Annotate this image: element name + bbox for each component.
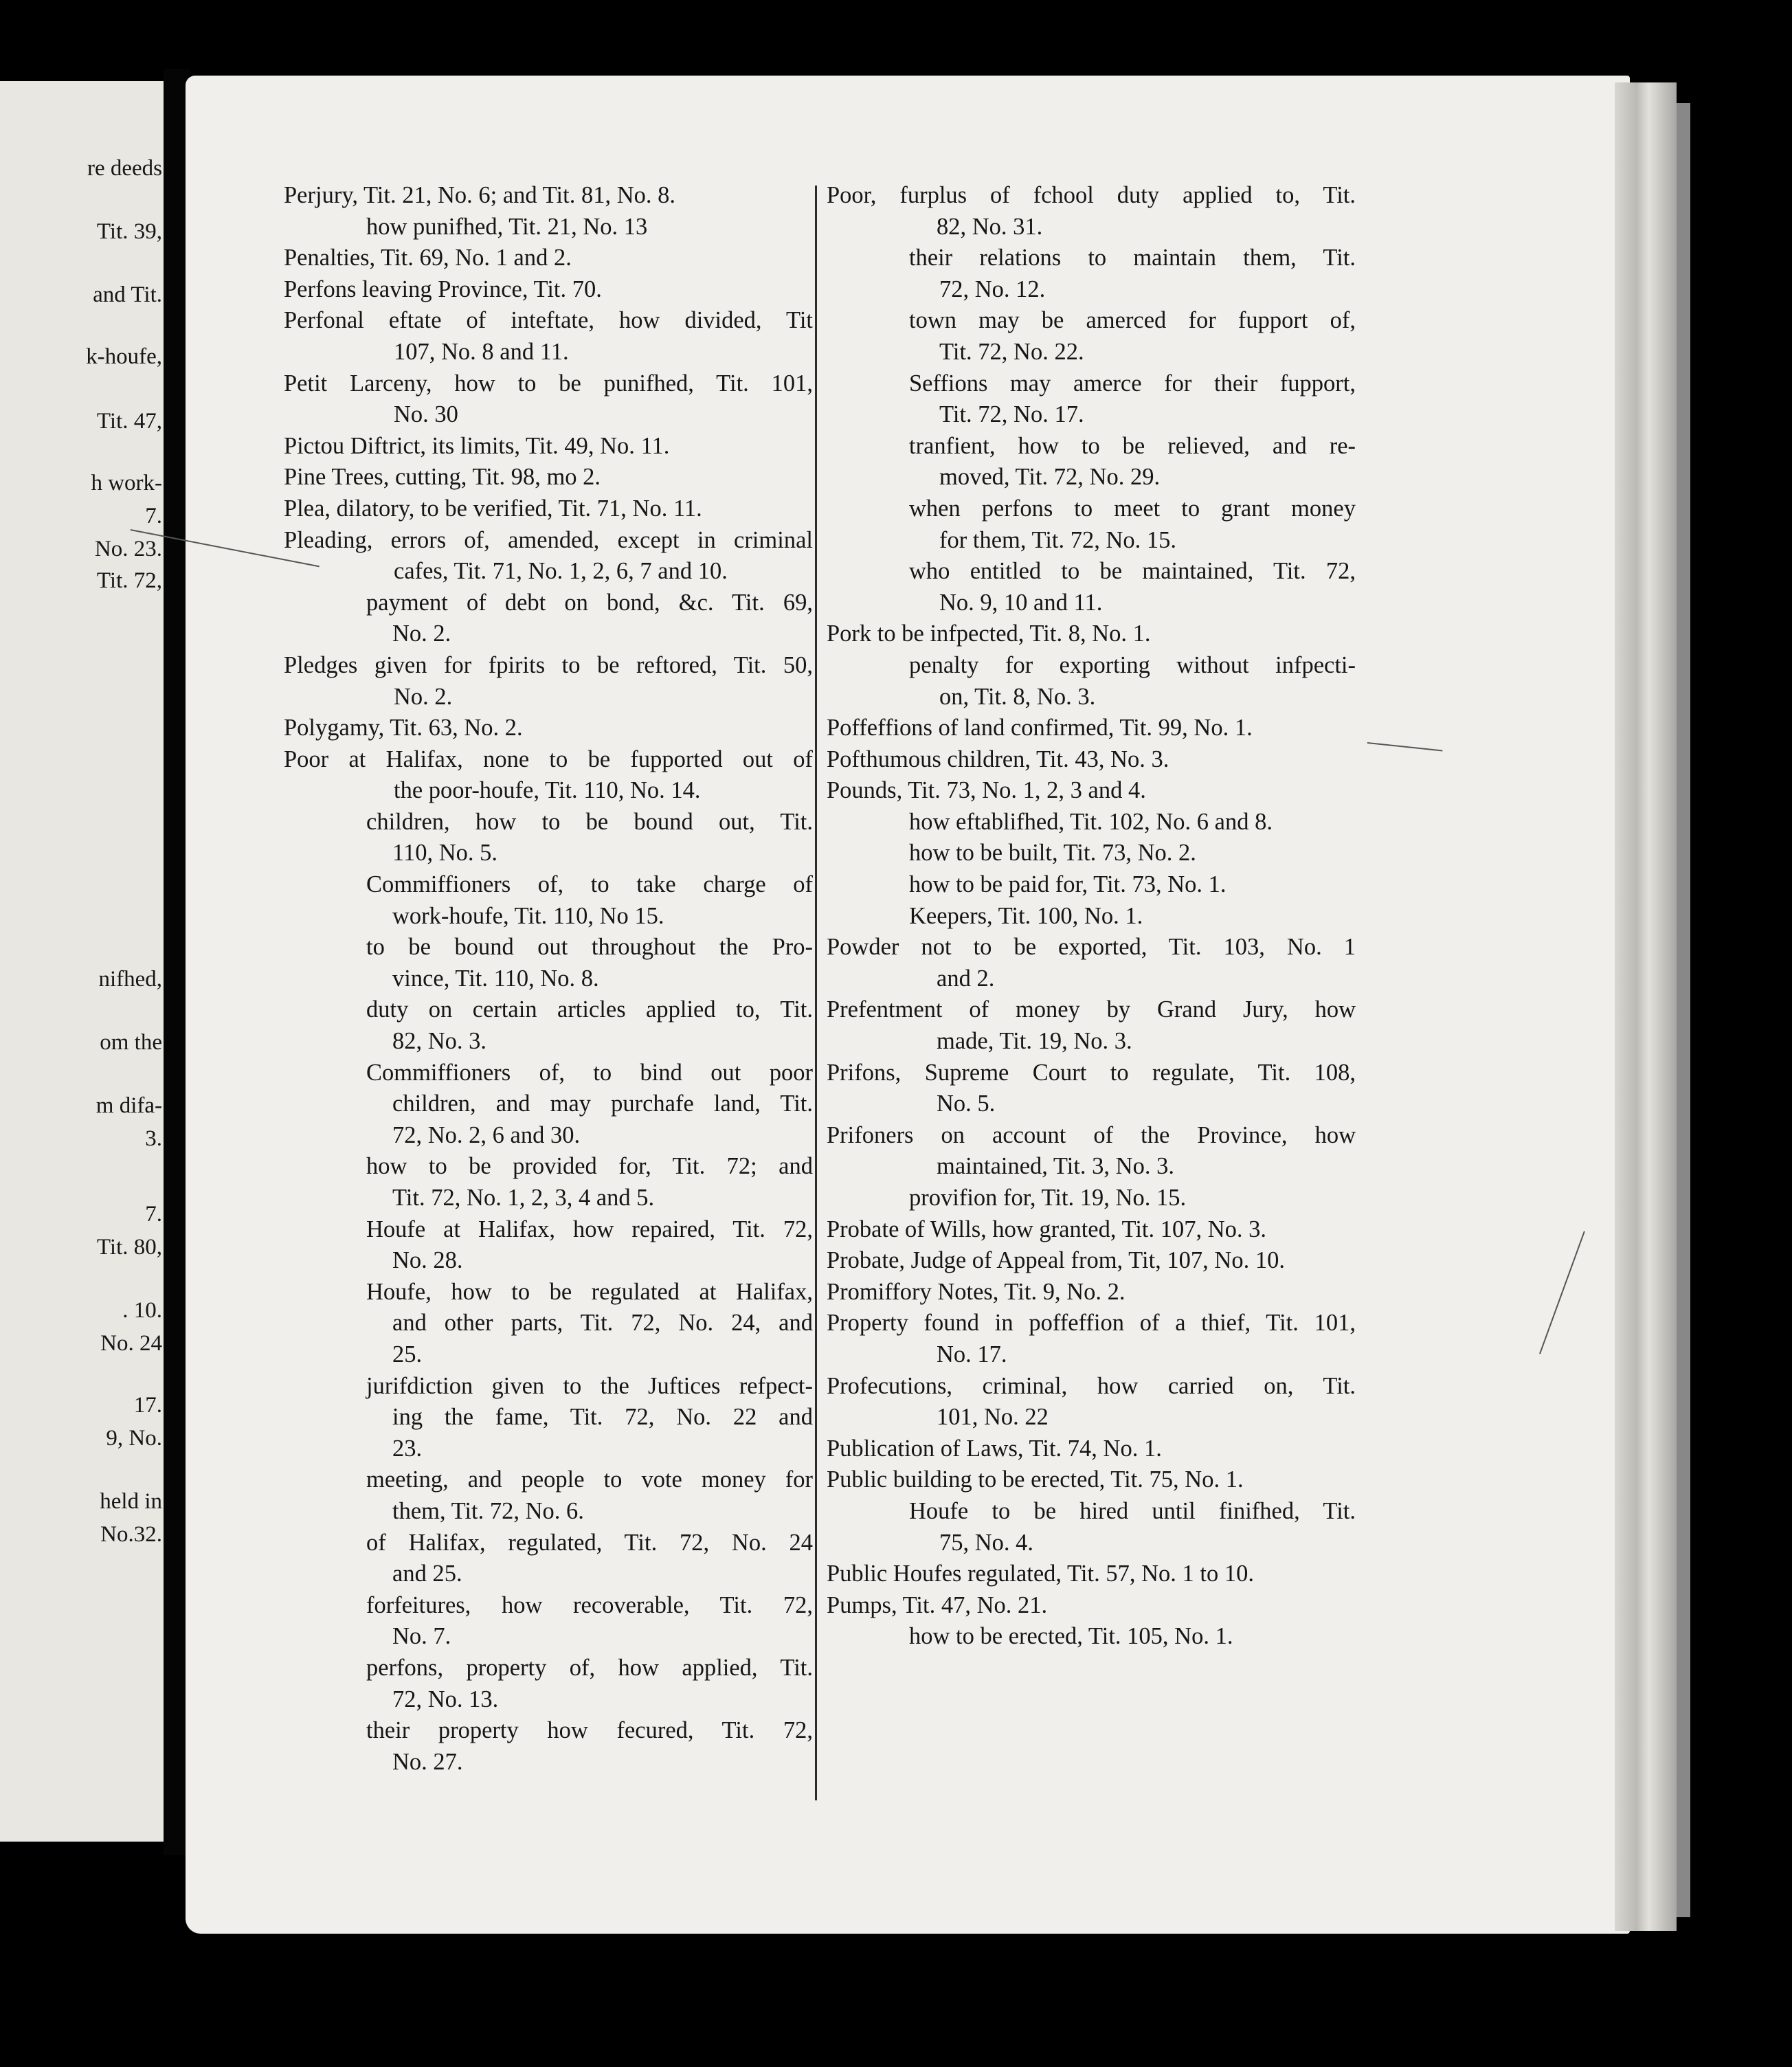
left-page-fragment: 3. [145,1126,162,1151]
index-subentry [827,901,1356,932]
index-entry-line: moved, Tit. 72, No. 29. [939,464,1161,491]
previous-page-fragment [0,81,164,1842]
index-entry-line: Powder not to be exported, Tit. 103, No. 1 [827,934,1356,961]
column-divider [815,186,817,1800]
index-subentry [284,212,813,243]
left-page-fragment: h work- [91,471,162,495]
index-entry-line: Petit Larceny, how to be punifhed, Tit. 101, [284,370,813,396]
index-entry-line: Pofthumous children, Tit. 43, No. 3. [827,746,1169,772]
index-subentry [284,994,813,1057]
index-entry-line: maintained, Tit. 3, No. 3. [937,1153,1174,1180]
index-entry-line: Publication of Laws, Tit. 74, No. 1. [827,1435,1162,1462]
left-page-fragment: om the [100,1030,162,1055]
index-entry-line: meeting, and people to vote money for [366,1466,813,1493]
index-subentry [827,493,1356,556]
index-entry-line: Public Houfes regulated, Tit. 57, No. 1 to 10. [827,1561,1254,1587]
index-entry-line: on, Tit. 8, No. 3. [939,683,1096,710]
index-entry-line: duty on certain articles applied to, Tit. [366,996,813,1023]
index-entry-line: Houfe, how to be regulated at Halifax, [366,1278,813,1305]
index-entry-line: children, and may purchafe land, Tit. [392,1091,813,1117]
index-entry-line: Pounds, Tit. 73, No. 1, 2, 3 and 4. [827,777,1146,804]
index-entry-line: Perfons leaving Province, Tit. 70. [284,276,602,302]
index-entry-line: Tit. 72, No. 22. [939,338,1084,365]
index-entry [827,618,1356,650]
index-entry-line: Pumps, Tit. 47, No. 21. [827,1591,1048,1618]
index-entry-line: how eftablifhed, Tit. 102, No. 6 and 8. [909,808,1273,835]
index-entry-line: children, how to be bound out, Tit. [366,808,813,835]
index-entry-line: 25. [392,1341,423,1367]
index-entry [827,1120,1356,1183]
index-subentry [284,1277,813,1371]
left-page-fragment: 7. [145,1202,162,1227]
index-entry-line: vince, Tit. 110, No. 8. [392,965,599,992]
index-subentry [284,1528,813,1590]
index-entry-line: forfeitures, how recoverable, Tit. 72, [366,1591,813,1618]
index-entry-line: perfons, property of, how applied, Tit. [366,1654,813,1681]
index-entry-line: Pleading, errors of, amended, except in criminal [284,526,813,553]
index-entry-line: Probate, Judge of Appeal from, Tit, 107, No. 10. [827,1247,1285,1274]
index-entry [827,1308,1356,1370]
index-subentry [827,650,1356,713]
index-subentry [827,368,1356,431]
index-entry-line: Perjury, Tit. 21, No. 6; and Tit. 81, No. 8. [284,182,675,208]
index-entry [827,1245,1356,1277]
index-entry [284,650,813,713]
left-page-fragment: Tit. 80, [96,1235,162,1260]
index-entry-line: their property how fecured, Tit. 72, [366,1717,813,1744]
index-entry-line: who entitled to be maintained, Tit. 72, [909,558,1356,585]
index-entry-line: town may be amerced for fupport of, [909,307,1356,334]
index-subentry [827,869,1356,901]
page-edge-dark [1677,103,1690,1917]
index-entry [284,525,813,588]
index-entry-line: Public building to be erected, Tit. 75, No. 1. [827,1466,1244,1493]
index-entry [827,1058,1356,1120]
index-entry [827,713,1356,744]
index-entry-line: Promiffory Notes, Tit. 9, No. 2. [827,1278,1125,1305]
index-subentry [827,305,1356,368]
index-entry-line: 101, No. 22 [937,1404,1049,1431]
index-subentry [284,1715,813,1778]
index-entry-line: 72, No. 2, 6 and 30. [392,1121,581,1148]
left-page-fragment: held in [100,1489,162,1514]
index-entry-line: how to be built, Tit. 73, No. 2. [909,840,1196,867]
index-entry-line: No. 17. [937,1341,1007,1367]
index-entry-line: how punifhed, Tit. 21, No. 13 [366,213,648,240]
index-entry-line: 110, No. 5. [392,840,498,867]
index-entry-line: Commiffioners of, to take charge of [366,871,813,898]
index-subentry [284,807,813,869]
index-entry-line: No. 30 [394,401,458,428]
index-subentry [827,807,1356,838]
index-entry [827,1371,1356,1433]
index-entry-line: No. 2. [394,683,453,710]
index-entry [827,1590,1356,1622]
index-entry-line: 72, No. 13. [392,1686,499,1712]
index-entry-line: Seffions may amerce for their fupport, [909,370,1356,396]
index-entry [827,775,1356,807]
index-subentry [284,1214,813,1277]
left-page-fragment: Tit. 47, [96,409,162,434]
index-entry-line: to be bound out throughout the Pro- [366,934,813,961]
index-entry [284,305,813,368]
index-entry-line: 23. [392,1435,423,1462]
index-subentry [827,243,1356,305]
index-entry-line: No. 2. [392,621,451,647]
index-entry-line: of Halifax, regulated, Tit. 72, No. 24 [366,1529,813,1556]
index-entry-line: and other parts, Tit. 72, No. 24, and [392,1310,813,1337]
index-entry-line: 75, No. 4. [939,1529,1034,1556]
index-entry-line: Prifoners on account of the Province, how [827,1121,1356,1148]
index-entry-line: jurifdiction given to the Juftices refpect- [366,1372,813,1399]
index-subentry [827,556,1356,618]
index-entry-line: Profecutions, criminal, how carried on, Tit. [827,1372,1356,1399]
index-entry-line: payment of debt on bond, &c. Tit. 69, [366,589,813,616]
left-page-fragment: nifhed, [98,967,162,992]
left-page-fragment: No. 24 [100,1331,162,1356]
left-page-fragment: Tit. 39, [96,219,162,244]
index-entry-line: Property found in poffeffion of a thief, Tit. 101, [827,1310,1356,1337]
index-subentry [284,1371,813,1465]
index-subentry [284,869,813,932]
index-column-right [827,180,1356,1653]
index-entry-line: 72, No. 12. [939,276,1046,302]
index-entry-line: Plea, dilatory, to be verified, Tit. 71, No. 11. [284,495,702,522]
index-entry-line: Commiffioners of, to bind out poor [366,1059,813,1086]
index-entry [284,180,813,212]
index-entry [827,1558,1356,1590]
index-entry-line: Pledges given for fpirits to be reftored, Tit. 50, [284,651,813,678]
index-entry [284,431,813,462]
left-page-fragment: m difa- [96,1093,162,1118]
index-entry [284,462,813,493]
index-subentry [284,1653,813,1715]
left-page-fragment: re deeds [87,156,162,181]
index-entry-line: Pine Trees, cutting, Tit. 98, mo 2. [284,464,601,491]
index-entry [284,744,813,807]
index-entry-line: when perfons to meet to grant money [909,495,1356,522]
index-entry-line: Polygamy, Tit. 63, No. 2. [284,715,523,741]
index-entry-line: Poffeffions of land confirmed, Tit. 99, No. 1. [827,715,1253,741]
left-page-fragment: 9, No. [106,1426,162,1451]
left-page-fragment: k-houfe, [86,344,162,369]
index-subentry [284,1058,813,1152]
index-subentry [284,1151,813,1214]
index-entry-line: Keepers, Tit. 100, No. 1. [909,902,1143,929]
index-entry [827,994,1356,1057]
index-entry [827,1464,1356,1496]
index-entry-line: Houfe at Halifax, how repaired, Tit. 72, [366,1216,813,1242]
index-entry-line: penalty for exporting without infpecti- [909,651,1356,678]
index-entry-line: Pork to be infpected, Tit. 8, No. 1. [827,621,1151,647]
index-subentry [827,1183,1356,1214]
index-subentry [284,932,813,994]
index-entry [827,1214,1356,1246]
left-page-fragment: 17. [133,1393,162,1418]
index-entry-line: and 25. [392,1561,462,1587]
index-entry-line: how to be erected, Tit. 105, No. 1. [909,1623,1233,1650]
page-edge-shadow [1615,82,1677,1931]
index-entry-line: Tit. 72, No. 17. [939,401,1084,428]
index-entry [827,932,1356,994]
index-subentry [827,1496,1356,1558]
index-entry-line: Poor, furplus of fchool duty applied to, Tit. [827,182,1356,208]
index-entry-line: the poor-houfe, Tit. 110, No. 14. [394,777,701,804]
index-subentry [827,1621,1356,1653]
index-entry-line: No. 27. [392,1748,463,1775]
index-entry-line: made, Tit. 19, No. 3. [937,1028,1132,1055]
index-entry-line: how to be provided for, Tit. 72; and [366,1153,813,1180]
index-entry-line: them, Tit. 72, No. 6. [392,1497,584,1524]
left-page-fragment: No.32. [100,1522,162,1547]
index-entry-line: Probate of Wills, how granted, Tit. 107, No. 3. [827,1216,1267,1242]
index-entry [284,274,813,306]
index-entry-line: how to be paid for, Tit. 73, No. 1. [909,871,1227,898]
left-page-fragment: . 10. [122,1298,162,1323]
index-subentry [827,431,1356,493]
index-entry-line: Penalties, Tit. 69, No. 1 and 2. [284,245,572,271]
index-entry-line: 107, No. 8 and 11. [394,338,569,365]
index-entry [284,368,813,431]
index-entry-line: tranfient, how to be relieved, and re- [909,432,1356,459]
index-entry [827,1277,1356,1308]
index-entry-line: No. 9, 10 and 11. [939,589,1103,616]
left-page-fragment: Tit. 72, [96,568,162,593]
index-entry [284,493,813,525]
index-entry-line: work-houfe, Tit. 110, No 15. [392,902,664,929]
index-subentry [827,838,1356,869]
index-entry-line: Poor at Halifax, none to be fupported out of [284,746,813,772]
index-entry-line: No. 5. [937,1091,996,1117]
index-entry [827,1433,1356,1465]
index-subentry [284,588,813,650]
index-subentry [284,1590,813,1653]
index-entry [284,243,813,274]
index-entry-line: 82, No. 31. [937,213,1043,240]
index-entry-line: ing the fame, Tit. 72, No. 22 and [392,1404,813,1431]
index-entry-line: 82, No. 3. [392,1028,487,1055]
index-entry-line: their relations to maintain them, Tit. [909,245,1356,271]
index-entry-line: and 2. [937,965,995,992]
left-page-fragment: No. 23. [94,537,162,561]
index-entry-line: Prefentment of money by Grand Jury, how [827,996,1356,1023]
index-entry-line: Pictou Diftrict, its limits, Tit. 49, No. 11. [284,432,670,459]
index-entry-line: Prifons, Supreme Court to regulate, Tit. 108, [827,1059,1356,1086]
index-column-left [284,180,813,1778]
index-entry-line: provifion for, Tit. 19, No. 15. [909,1185,1187,1211]
index-entry-line: No. 7. [392,1623,451,1650]
index-subentry [284,1464,813,1527]
index-entry-line: for them, Tit. 72, No. 15. [939,526,1177,553]
index-entry-line: Perfonal eftate of inteftate, how divided, Tit [284,307,813,334]
index-entry-line: Tit. 72, No. 1, 2, 3, 4 and 5. [392,1185,655,1211]
index-entry-line: cafes, Tit. 71, No. 1, 2, 6, 7 and 10. [394,558,728,585]
index-entry-line: Houfe to be hired until finifhed, Tit. [909,1497,1356,1524]
index-entry [284,713,813,744]
left-page-fragment: and Tit. [93,282,162,307]
index-entry [827,180,1356,243]
index-entry-line: No. 28. [392,1247,463,1274]
index-entry [827,744,1356,776]
left-page-fragment: 7. [145,504,162,528]
